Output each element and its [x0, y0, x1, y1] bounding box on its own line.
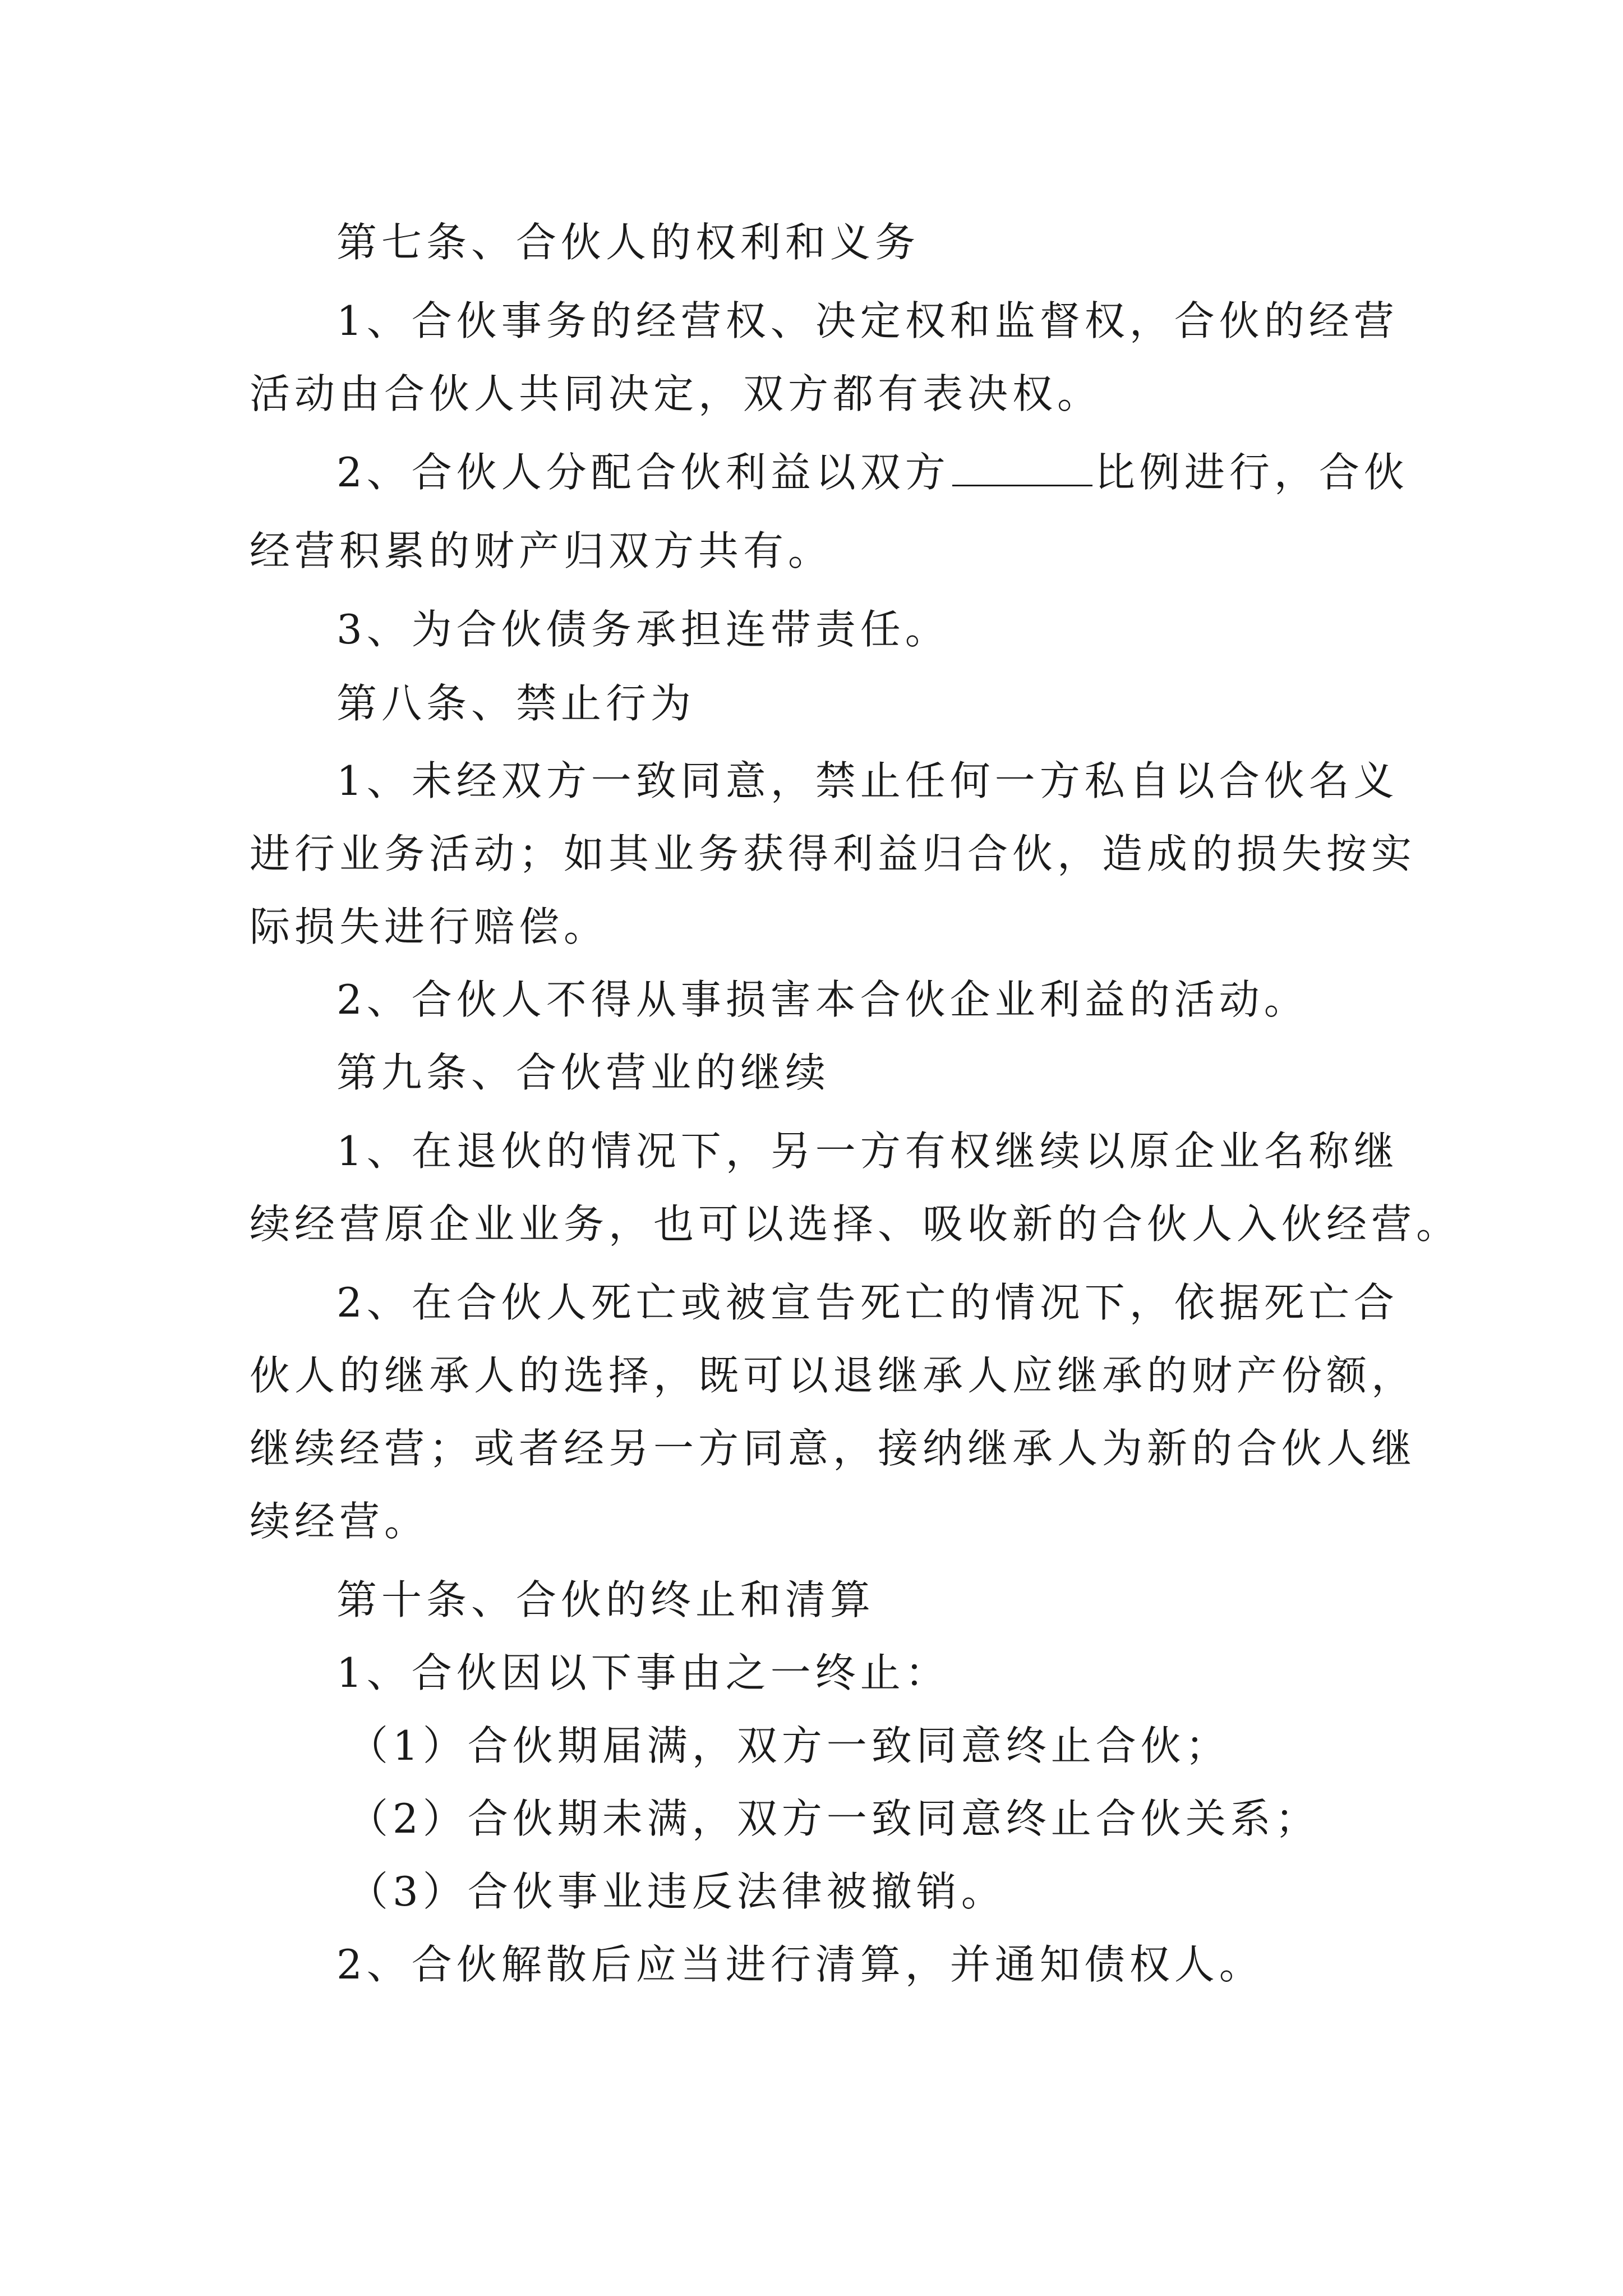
article7-item2-part2: 比例进行，合伙	[1094, 449, 1409, 496]
article9-item2-line3: 继续经营；或者经另一方同意，接纳继承人为新的合伙人继	[250, 1425, 1417, 1472]
article7-item1-line2: 活动由合伙人共同决定，双方都有表决权。	[250, 370, 1103, 417]
blank-fill-line	[952, 451, 1092, 486]
article8-item1-line2: 进行业务活动；如其业务获得利益归合伙，造成的损失按实	[250, 830, 1417, 877]
article7-item3: 3、为合伙债务承担连带责任。	[336, 606, 950, 653]
article8-item1-line1: 1、未经双方一致同意，禁止任何一方私自以合伙名义	[336, 757, 1399, 804]
article10-sub2: （2）合伙期未满，双方一致同意终止合伙关系；	[348, 1795, 1320, 1842]
article9-item2-line4: 续经营。	[250, 1498, 430, 1545]
article10-sub1: （1）合伙期届满，双方一致同意终止合伙；	[348, 1722, 1230, 1769]
article9-item1-line1: 1、在退伙的情况下，另一方有权继续以原企业名称继	[336, 1128, 1399, 1175]
article7-item2-line1	[336, 444, 1409, 500]
article9-item2-line1: 2、在合伙人死亡或被宣告死亡的情况下，依据死亡合	[336, 1279, 1399, 1326]
article10-item1: 1、合伙因以下事由之一终止：	[336, 1649, 950, 1696]
article9-heading: 第九条、合伙营业的继续	[336, 1049, 831, 1096]
article9-item1-line2: 续经营原企业业务，也可以选择、吸收新的合伙人入伙经营。	[250, 1200, 1461, 1248]
article8-item2: 2、合伙人不得从事损害本合伙企业利益的活动。	[336, 976, 1309, 1023]
article7-item1-line1: 1、合伙事务的经营权、决定权和监督权，合伙的经营	[336, 297, 1399, 344]
article7-heading: 第七条、合伙人的权利和义务	[336, 219, 920, 266]
article7-item2-line2: 经营积累的财产归双方共有。	[250, 527, 833, 574]
article7-item2-part1: 2、合伙人分配合伙利益以双方	[336, 449, 950, 496]
article10-item2: 2、合伙解散后应当进行清算，并通知债权人。	[336, 1941, 1264, 1988]
article9-item2-line2: 伙人的继承人的选择，既可以退继承人应继承的财产份额，	[250, 1352, 1417, 1399]
article10-heading: 第十条、合伙的终止和清算	[336, 1576, 875, 1623]
article8-item1-line3: 际损失进行赔偿。	[250, 903, 609, 950]
article8-heading: 第八条、禁止行为	[336, 680, 696, 727]
article10-sub3: （3）合伙事业违反法律被撤销。	[348, 1868, 1006, 1915]
